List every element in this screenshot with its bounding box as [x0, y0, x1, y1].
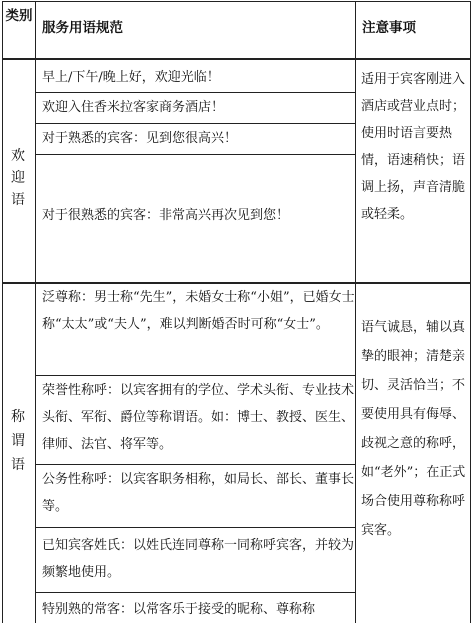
phrase-welcome-4: 对于很熟悉的宾客：非常高兴再次见到您！	[42, 208, 290, 223]
row-divider	[35, 527, 355, 528]
phrase-address-5: 特别熟的常客：以常客乐于接受的昵称、尊称称	[42, 602, 316, 617]
row-divider	[35, 154, 355, 155]
row-divider	[35, 375, 355, 376]
notes-welcome: 适用于宾客刚进入酒店或营业点时；使用时语言要热情，语速稍快；语调上扬，声音清脆或轻柔。	[361, 72, 466, 222]
phrase-address-4: 已知宾客姓氏：以姓氏连同尊称一同称呼宾客，并较为频繁地使用。	[42, 538, 355, 580]
row-divider	[35, 592, 355, 593]
section-divider	[2, 282, 471, 284]
col-divider-1	[35, 1, 36, 623]
header-divider	[2, 58, 471, 60]
row-divider	[35, 464, 355, 465]
phrase-welcome-1: 早上/下午/晚上好，欢迎光临！	[42, 70, 220, 85]
phrase-address-3: 公务性称呼：以宾客职务相称，如局长、部长、董事长等。	[42, 472, 355, 514]
row-divider	[35, 123, 355, 124]
category-welcome: 欢迎语	[11, 148, 25, 208]
phrase-welcome-3: 对于熟悉的宾客：见到您很高兴！	[42, 131, 238, 146]
table-border-top	[2, 1, 471, 2]
row-divider	[35, 92, 355, 93]
table-border-right	[470, 1, 471, 623]
phrase-address-2: 荣誉性称呼：以宾客拥有的学位、学术头衔、专业技术头衔、军衔、爵位等称谓语。如：博士、教授、医生、律师、法官、将军等。	[42, 383, 355, 452]
header-category: 类别	[5, 8, 33, 24]
col-divider-2	[355, 1, 356, 623]
notes-address: 语气诚恳，辅以真挚的眼神；清楚亲切、灵活恰当；不要使用具有侮辱、歧视之意的称呼，如“老外”；在正式场合使用尊称称呼宾客。	[361, 320, 466, 538]
table-border-left	[2, 1, 3, 623]
header-notes: 注意事项	[362, 20, 416, 36]
phrase-welcome-2: 欢迎入住香米拉客家商务酒店！	[42, 100, 225, 115]
phrase-address-1: 泛尊称：男士称“先生”，未婚女士称“小姐”，已婚女士称“太太”或“夫人”，难以判断婚否时可称“女士”。	[42, 290, 355, 332]
header-phrases: 服务用语规范	[42, 20, 123, 36]
category-address: 称谓语	[11, 409, 25, 473]
